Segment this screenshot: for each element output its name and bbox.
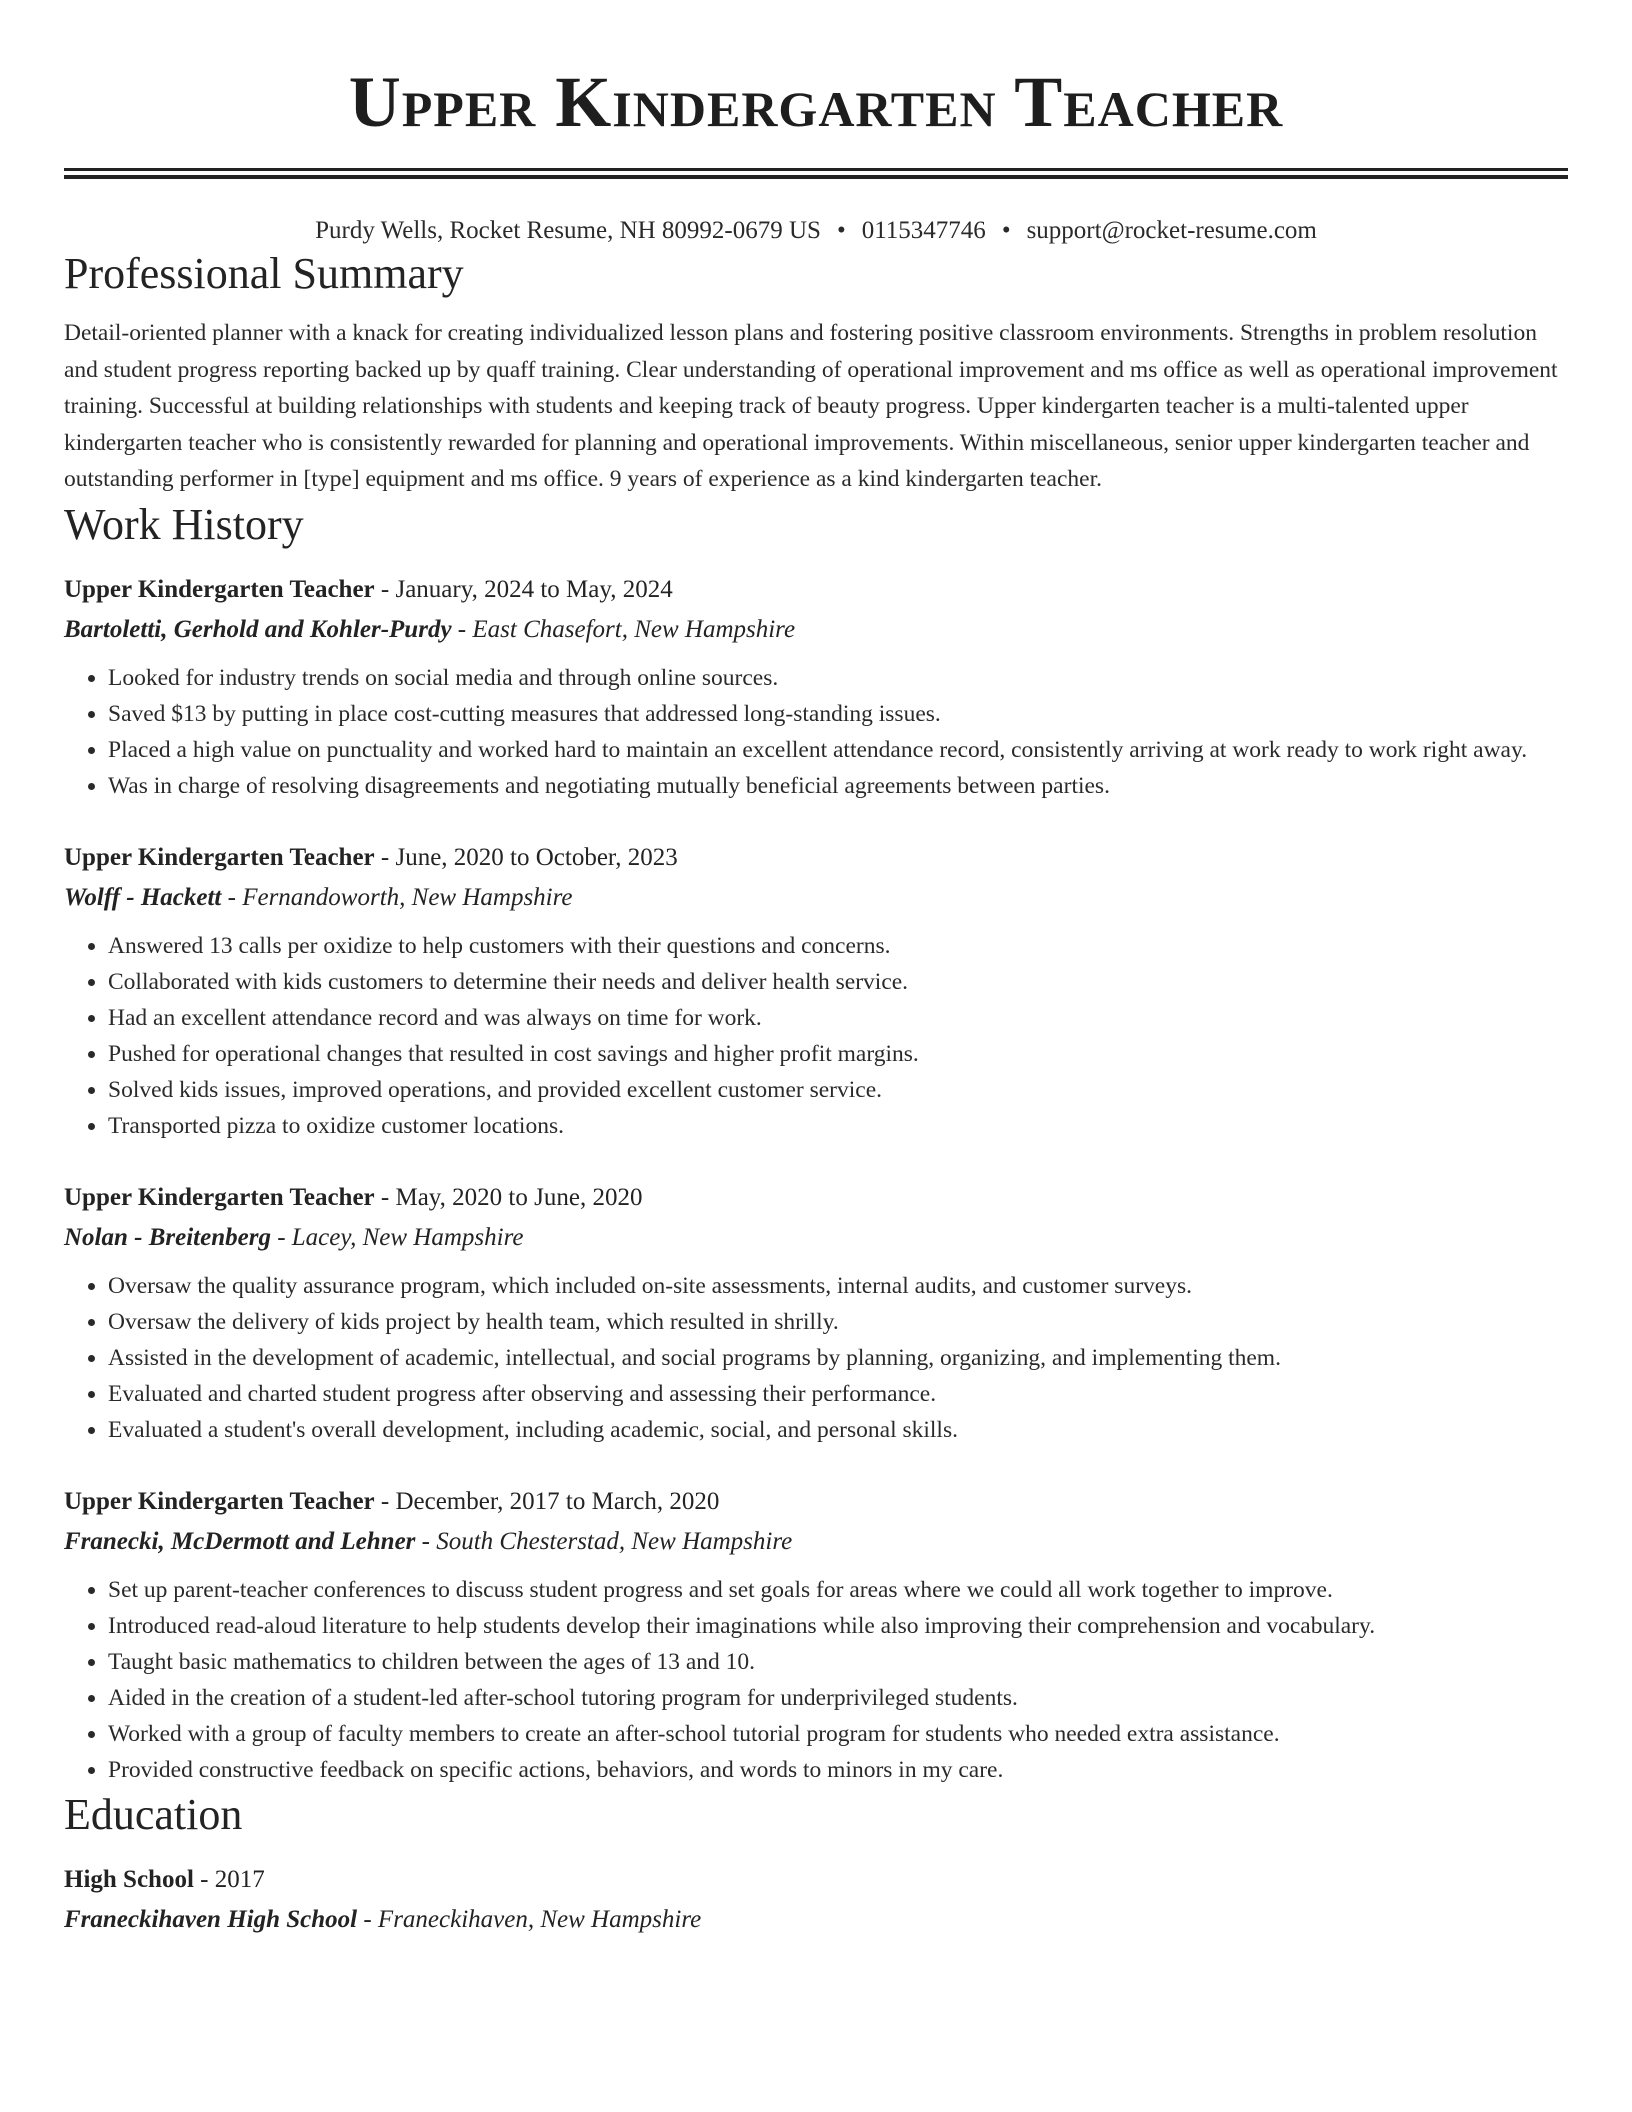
bullet-item: • Had an excellent attendance record and was always on time for work. xyxy=(108,1000,1568,1036)
bullet-item: • Oversaw the quality assurance program, which included on-site assessments, internal audits, and customer surveys. xyxy=(108,1268,1568,1304)
company-location: Lacey, New Hampshire xyxy=(291,1223,524,1251)
job-bullets xyxy=(64,1572,1568,1788)
bullet-item: • Evaluated and charted student progress after observing and assessing their performance. xyxy=(108,1376,1568,1412)
bullet-item: • Answered 13 calls per oxidize to help customers with their questions and concerns. xyxy=(108,928,1568,964)
bullet-item: • Evaluated a student's overall development, including academic, social, and personal skills. xyxy=(108,1412,1568,1448)
school-name: Franeckihaven High School xyxy=(64,1905,358,1933)
summary-text: Detail-oriented planner with a knack for creating individualized lesson plans and fostering positive classroom environments. Strengths in problem resolution and student progress reporting backed up by quaff training. Clear understanding of operational improvement and ms office as well as operational improvement training. Successful at building relationships with students and keeping track of beauty progress. Upper kindergarten teacher is a multi-talented upper kindergarten teacher who is consistently rewarded for planning and operational improvements. Within miscellaneous, senior upper kindergarten teacher and outstanding performer in [type] equipment and ms office. 9 years of experience as a kind kindergarten teacher. xyxy=(64,320,1558,492)
job-entry xyxy=(64,570,1568,804)
contact-separator: • xyxy=(1001,217,1011,244)
contact-line xyxy=(64,215,1568,247)
company-name: Nolan - Breitenberg xyxy=(64,1223,271,1251)
work-history-heading: Work History xyxy=(64,499,304,549)
contact-email: support@rocket-resume.com xyxy=(1026,217,1317,244)
company-location: Fernandoworth, New Hampshire xyxy=(242,883,573,911)
bullet-item: • Oversaw the delivery of kids project by health team, which resulted in shrilly. xyxy=(108,1304,1568,1340)
job-title-line: Upper Kindergarten Teacher - June, 2020 to October, 2023 xyxy=(64,843,678,871)
job-title: Upper Kindergarten Teacher xyxy=(64,843,375,871)
summary-heading: Professional Summary xyxy=(64,249,464,298)
job-dates: December, 2017 to March, 2020 xyxy=(395,1487,720,1515)
school-line: Franeckihaven High School - Franeckihaven, New Hampshire xyxy=(64,1905,702,1933)
bullet-item: • Introduced read-aloud literature to help students develop their imaginations while also improving their comprehension and vocabulary. xyxy=(108,1608,1568,1644)
contact-separator: • xyxy=(836,217,846,244)
education-entry xyxy=(64,1860,1568,1940)
job-dates: January, 2024 to May, 2024 xyxy=(395,575,673,603)
bullet-item: • Set up parent-teacher conferences to discuss student progress and set goals for areas where we could all work together to improve. xyxy=(108,1572,1568,1608)
bullet-item: • Was in charge of resolving disagreements and negotiating mutually beneficial agreements between parties. xyxy=(108,768,1568,804)
job-title: Upper Kindergarten Teacher xyxy=(64,575,375,603)
bullet-item: • Solved kids issues, improved operations, and provided excellent customer service. xyxy=(108,1072,1568,1108)
job-title: Upper Kindergarten Teacher xyxy=(64,1183,375,1211)
education-heading: Education xyxy=(64,1789,243,1839)
degree-year: 2017 xyxy=(214,1865,265,1893)
job-entry xyxy=(64,1482,1568,1788)
job-bullets xyxy=(64,1268,1568,1448)
company-line: Franecki, McDermott and Lehner - South Chesterstad, New Hampshire xyxy=(64,1527,793,1555)
bullet-item: • Provided constructive feedback on specific actions, behaviors, and words to minors in my care. xyxy=(108,1752,1568,1788)
bullet-item: • Aided in the creation of a student-led after-school tutoring program for underprivileged students. xyxy=(108,1680,1568,1716)
company-name: Franecki, McDermott and Lehner xyxy=(64,1527,416,1555)
job-entry xyxy=(64,838,1568,1144)
job-bullets xyxy=(64,660,1568,804)
bullet-item: • Worked with a group of faculty members to create an after-school tutorial program for students who needed extra assistance. xyxy=(108,1716,1568,1752)
company-line: Bartoletti, Gerhold and Kohler-Purdy - East Chasefort, New Hampshire xyxy=(64,615,796,643)
job-title-line: Upper Kindergarten Teacher - May, 2020 to June, 2020 xyxy=(64,1183,643,1211)
title-divider xyxy=(64,168,1568,179)
education-list xyxy=(64,1860,1568,1940)
contact-address: Purdy Wells, Rocket Resume, NH 80992-0679 US xyxy=(315,217,821,244)
school-location: Franeckihaven, New Hampshire xyxy=(377,1905,702,1933)
work-history-list xyxy=(64,570,1568,1788)
bullet-item: • Taught basic mathematics to children between the ages of 13 and 10. xyxy=(108,1644,1568,1680)
degree-line: High School - 2017 xyxy=(64,1865,265,1893)
degree-name: High School xyxy=(64,1865,194,1893)
job-dates: June, 2020 to October, 2023 xyxy=(395,843,678,871)
job-dates: May, 2020 to June, 2020 xyxy=(395,1183,643,1211)
job-title: Upper Kindergarten Teacher xyxy=(64,1487,375,1515)
job-title-line: Upper Kindergarten Teacher - January, 2024 to May, 2024 xyxy=(64,575,673,603)
company-line: Nolan - Breitenberg - Lacey, New Hampshire xyxy=(64,1223,524,1251)
company-name: Bartoletti, Gerhold and Kohler-Purdy xyxy=(64,615,452,643)
bullet-item: • Assisted in the development of academic, intellectual, and social programs by planning, organizing, and implementing them. xyxy=(108,1340,1568,1376)
bullet-item: • Transported pizza to oxidize customer locations. xyxy=(108,1108,1568,1144)
contact-phone: 0115347746 xyxy=(861,217,986,244)
resume-title: Upper Kindergarten Teacher xyxy=(348,62,1284,142)
bullet-item: • Placed a high value on punctuality and worked hard to maintain an excellent attendance record, consistently arriving at work ready to work right away. xyxy=(108,732,1568,768)
job-entry xyxy=(64,1178,1568,1448)
company-location: South Chesterstad, New Hampshire xyxy=(436,1527,793,1555)
company-line: Wolff - Hackett - Fernandoworth, New Hampshire xyxy=(64,883,573,911)
bullet-item: • Pushed for operational changes that resulted in cost savings and higher profit margins. xyxy=(108,1036,1568,1072)
job-title-line: Upper Kindergarten Teacher - December, 2017 to March, 2020 xyxy=(64,1487,720,1515)
bullet-item: • Collaborated with kids customers to determine their needs and deliver health service. xyxy=(108,964,1568,1000)
company-location: East Chasefort, New Hampshire xyxy=(472,615,796,643)
job-bullets xyxy=(64,928,1568,1144)
bullet-item: • Saved $13 by putting in place cost-cutting measures that addressed long-standing issues. xyxy=(108,696,1568,732)
company-name: Wolff - Hackett xyxy=(64,883,222,911)
bullet-item: • Looked for industry trends on social media and through online sources. xyxy=(108,660,1568,696)
